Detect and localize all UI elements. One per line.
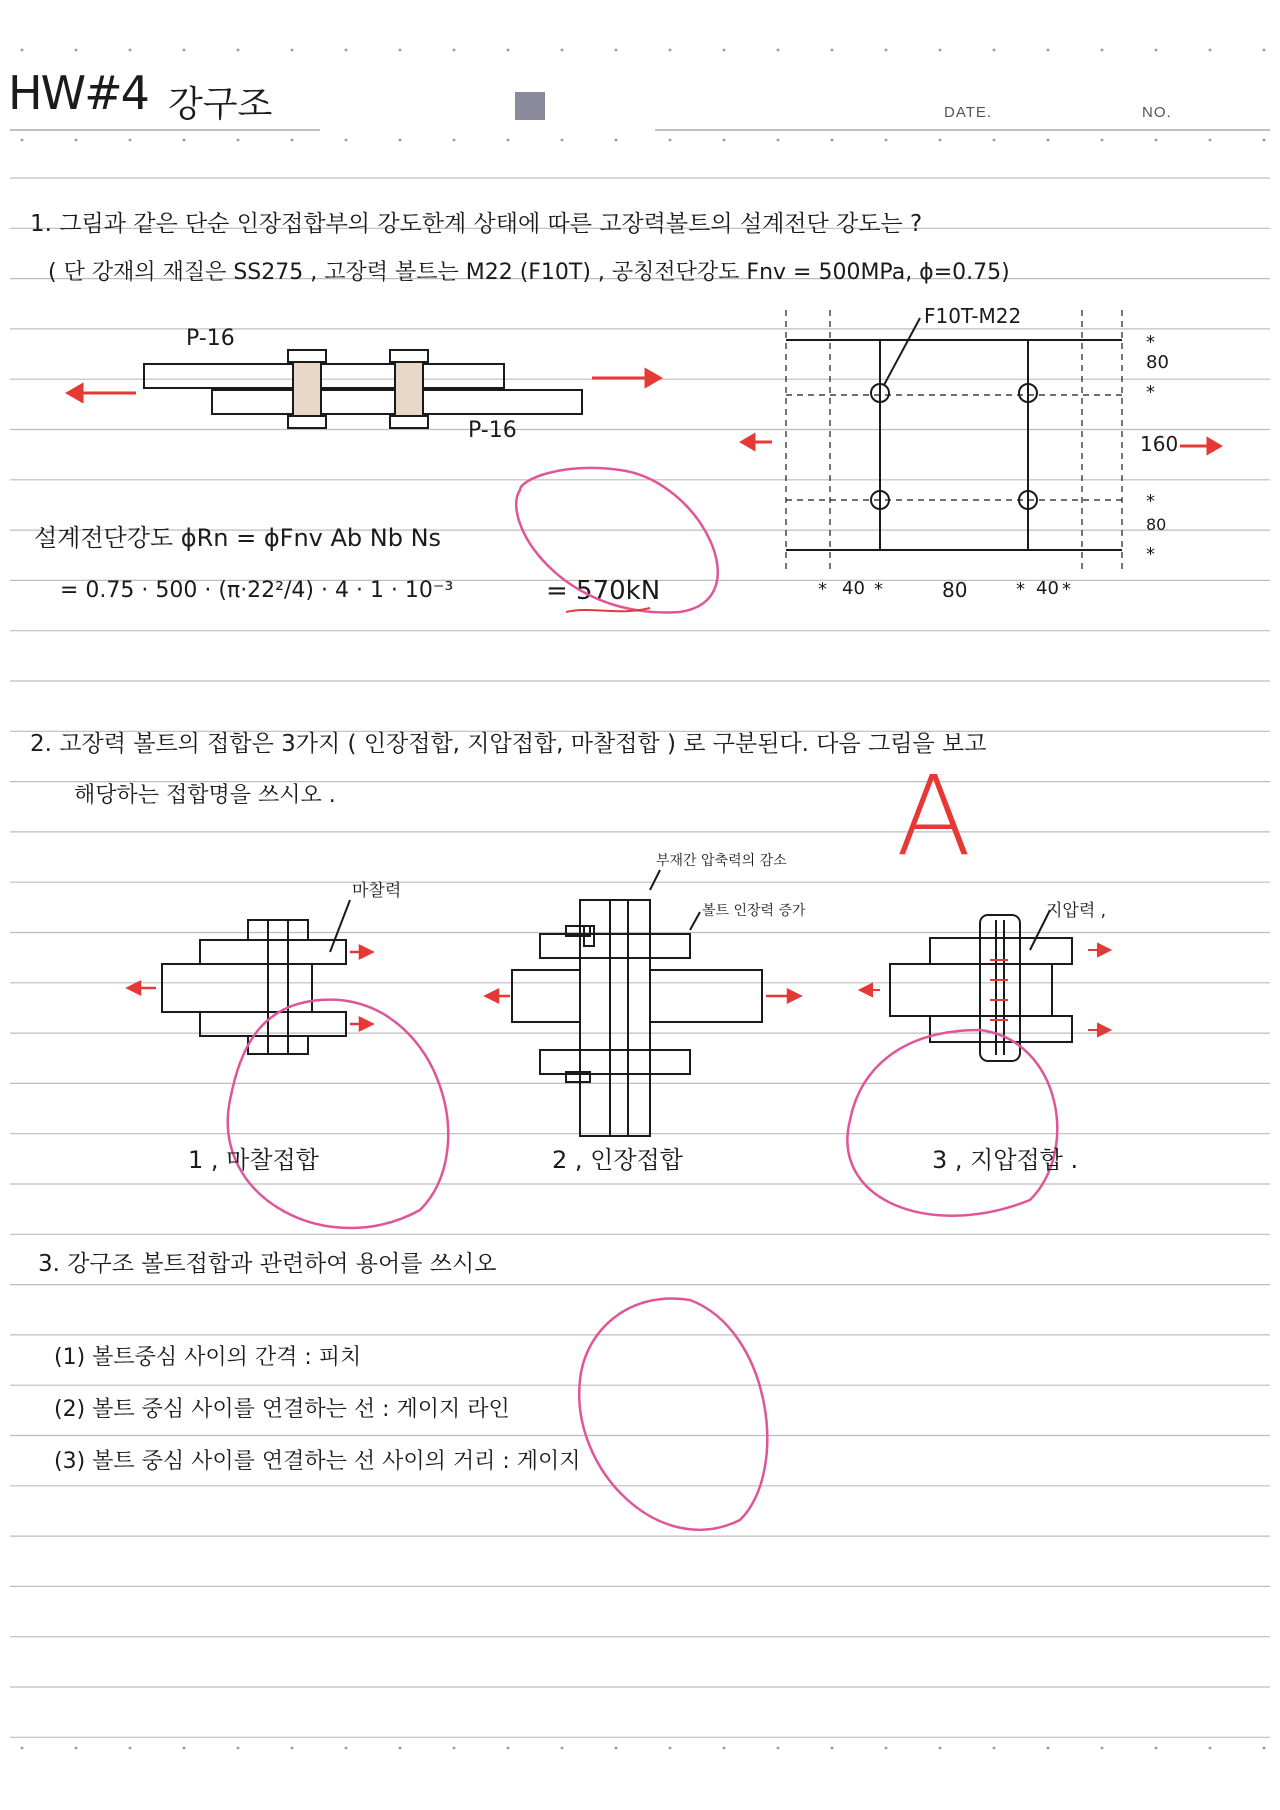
svg-text:*: * (1062, 579, 1071, 600)
tension-note-2: 볼트 인장력 증가 (702, 903, 806, 919)
subject-title: 강구조 (168, 84, 273, 125)
left-arrow-icon (860, 984, 872, 996)
right-arrow-icon (360, 946, 372, 958)
svg-text:*: * (1146, 332, 1155, 353)
q2-line1: 2. 고장력 볼트의 접합은 3가지 ( 인장접합, 지압접합, 마찰접합 ) 로 구분된다. 다음 그림을 보고 (30, 731, 987, 757)
svg-text:*: * (1146, 544, 1155, 565)
dim-h-mid: 80 (942, 578, 968, 602)
right-arrow-icon (788, 990, 800, 1002)
q1-answer: = 570kN (546, 576, 661, 606)
right-arrow-icon (1098, 1024, 1110, 1036)
tension-note-1: 부재간 압축력의 감소 (656, 853, 787, 869)
dim-h-left: 40 (842, 578, 865, 599)
q3-title: 3. 강구조 볼트접합과 관련하여 용어를 쓰시오 (38, 1251, 497, 1277)
dim-h-right: 40 (1036, 578, 1059, 599)
right-arrow-icon (360, 1018, 372, 1030)
caption-friction: 1 , 마찰접합 (188, 1146, 319, 1174)
svg-text:*: * (1146, 382, 1155, 403)
bolt-spec-label: F10T-M22 (924, 304, 1022, 328)
check-circle (228, 1000, 448, 1228)
friction-note: 마찰력 (352, 881, 402, 901)
svg-text:*: * (1146, 491, 1155, 512)
date-label: DATE. (944, 104, 993, 121)
svg-text:*: * (818, 579, 827, 600)
check-circle (516, 468, 718, 612)
svg-text:*: * (1016, 579, 1025, 600)
hw-title: HW#4 (8, 66, 148, 120)
q2-line2: 해당하는 접합명을 쓰시오 . (74, 783, 336, 808)
left-arrow-icon (128, 982, 140, 994)
bearing-joint-drawing (890, 910, 1072, 1061)
plate-bottom-label: P-16 (468, 418, 517, 443)
formula-line1: 설계전단강도 ϕRn = ϕFnv Ab Nb Ns (34, 524, 442, 552)
caption-tension: 2 , 인장접합 (552, 1146, 683, 1174)
dim-v-mid: 160 (1140, 432, 1179, 456)
caption-bearing: 3 , 지압접합 . (932, 1146, 1079, 1174)
formula-line2: = 0.75 · 500 · (π·22²/4) · 4 · 1 · 10⁻³ (60, 578, 454, 603)
q3-item-2: (2) 볼트 중심 사이를 연결하는 선 : 게이지 라인 (54, 1397, 510, 1422)
dim-v-bot: 80 (1146, 515, 1167, 534)
q3-item-1: (1) 볼트중심 사이의 간격 : 피치 (54, 1345, 362, 1370)
plate-top-label: P-16 (186, 326, 235, 351)
left-arrow-icon (486, 990, 498, 1002)
bearing-note: 지압력 , (1046, 901, 1107, 921)
check-circle (847, 1030, 1057, 1216)
q1-line2: ( 단 강재의 재질은 SS275 , 고장력 볼트는 M22 (F10T) , 공칭전단강도 Fnv = 500MPa, ϕ=0.75) (48, 260, 1010, 285)
dim-v-top: 80 (1146, 352, 1169, 373)
grade-mark: A (896, 752, 972, 880)
right-arrow-icon (1098, 944, 1110, 956)
svg-text:*: * (874, 579, 883, 600)
q1-line1: 1. 그림과 같은 단순 인장접합부의 강도한계 상태에 따른 고장력볼트의 설계전단 강도는 ? (30, 211, 923, 237)
q3-item-3: (3) 볼트 중심 사이를 연결하는 선 사이의 거리 : 게이지 (54, 1449, 581, 1474)
no-label: NO. (1142, 104, 1172, 121)
check-circle (579, 1298, 767, 1529)
